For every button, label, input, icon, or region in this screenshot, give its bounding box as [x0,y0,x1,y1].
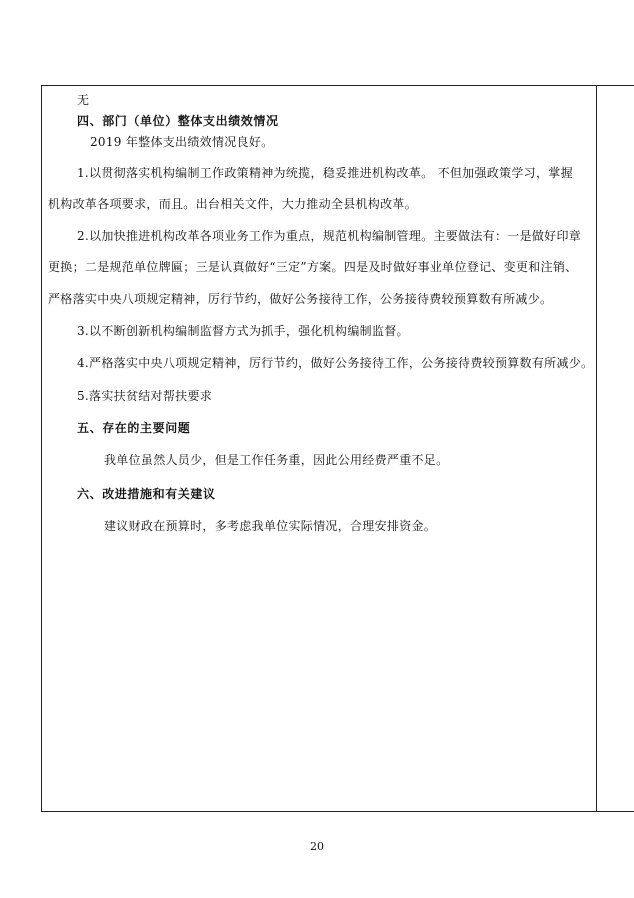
section4-item1-line1: 1.以贯彻落实机构编制工作政策精神为统揽，稳妥推进机构改革。 不但加强政策学习，掌握 [77,166,573,180]
section4-item2-line2: 更换；二是规范单位牌匾；三是认真做好“三定”方案。四是及时做好事业单位登记、变更和注销、 [48,260,578,274]
section4-item3: 3.以不断创新机构编制监督方式为抓手，强化机构编制监督。 [77,324,409,338]
section4-item4: 4.严格落实中央八项规定精神，厉行节约，做好公务接待工作，公务接待费较预算数有所减少。 [77,356,594,370]
section4-item1-line2: 机构改革各项要求，而且。出台相关文件，大力推动全县机构改革。 [48,197,418,211]
table-frame [41,85,634,812]
section4-item2-line1: 2.以加快推进机构改革各项业务工作为重点，规范机构编制管理。主要做法有：一是做好印章 [77,229,582,243]
section4-heading: 四、部门（单位）整体支出绩效情况 [77,114,279,128]
section5-heading: 五、存在的主要问题 [77,421,191,435]
section4-item2-line3: 严格落实中央八项规定精神，厉行节约，做好公务接待工作，公务接待费较预算数有所减少。 [48,292,553,306]
page-number: 20 [310,840,324,853]
section3-tail-text: 无 [77,93,90,107]
section4-item5: 5.落实扶贫结对帮扶要求 [77,389,213,403]
column-divider [596,85,597,812]
section5-text: 我单位虽然人员少，但是工作任务重，因此公用经费严重不足。 [104,453,449,467]
section6-heading: 六、改进措施和有关建议 [77,487,216,501]
section4-summary: 2019 年整体支出绩效情况良好。 [90,135,274,149]
section6-text: 建议财政在预算时，多考虑我单位实际情况，合理安排资金。 [104,519,437,533]
